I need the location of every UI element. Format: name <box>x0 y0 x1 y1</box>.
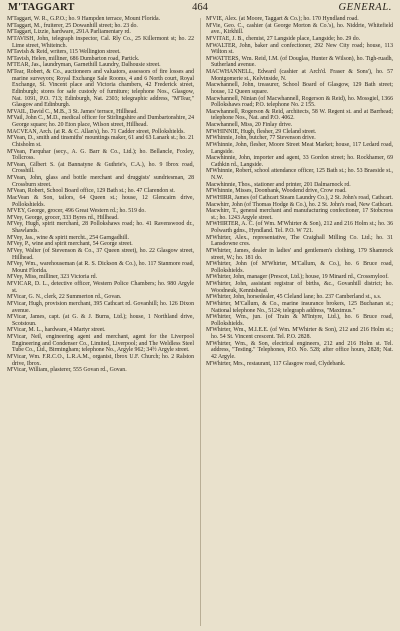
directory-entry: M'Tavish & Reid, writers, 115 Wellington street. <box>7 49 121 56</box>
directory-entry: M'Vail, John C., M.D., medical officer for Stirlingshire and Dumbartonshire, 24 George square; ho. 20 Eton place, Wilson street, Hillhead. <box>7 115 194 128</box>
directory-entry: M'Taggart, W. R., G.P.O.; ho. 9 Hampden terrace, Mount Florida. <box>7 16 161 22</box>
directory-entry: M'Vicar, G. N., clerk, 22 Summerton rd., Govan. <box>7 294 122 301</box>
directory-entry: M'Vey, George, grocer, 333 Byres rd., Hillhead. <box>7 214 119 221</box>
directory-entry: Macwhirr, T., general merchant and manufacturing confectioner, 17 Stobcross st.; ho. 1243 Argyle street. <box>206 208 393 221</box>
directory-entry: M'Tear, Robert, & Co., auctioneers and valuators, assessors of fire losses and marine surveyors; Royal Exchange Sale Rooms, 4 and 6 North court, Royal Exchange, St. Vincent place and Victoria chambers, 42 Frederick street, Edinburgh; stores for safe custody of furniture; telephone Nos., Glasgow, Nat. 1091, P.O. 713; Edinburgh, Nat. 2303; telegraphic address, "M'Tear," Glasgow and Edinburgh. <box>7 69 194 109</box>
directory-entry: M'TEAR, Jas., laundryman, Garnethill Laundry, Dalhousie street. <box>7 62 161 69</box>
directory-entry: M'Vean, D., smith and tinsmiths' mountings maker, 61 and 63 Lanark st.; ho. 21 Chisholm st. <box>7 135 194 148</box>
directory-entry: M'Vicar, William, plasterer, 555 Govan rd., Govan. <box>7 367 127 374</box>
directory-entry: M'Tavish, Helen, milliner, 686 Dumbarton road, Partick. <box>7 55 140 62</box>
directory-entry: M'Vicar, Wm. F.R.C.O., L.R.A.M., organist, Ibrox U.F. Church; ho. 2 Ralston drive, Ibrox. <box>7 353 194 367</box>
directory-entry: M'Whirter, John, horsedealer, 45 Cleland lane; ho. 237 Camberland st., s.s. <box>206 294 382 301</box>
directory-entry: M'VITAE, J. B., chemist, 27 Langside place, Langside; ho. 29 do. <box>206 35 361 42</box>
running-head-left: M'TAGGART <box>8 2 75 13</box>
directory-entry: M'Vicar, M. L., hardware, 4 Martyr street. <box>7 327 106 334</box>
directory-entry: M'Vicar, Neil, engineering agent and merchant, agent for the Liverpool Engineering and Condenser Co., Limited, Liverpool; and The Weldless Steel Tube Co., Ltd., Birmingham; telephone No., Argyle 962; 34½ Argyle street. <box>7 334 194 354</box>
directory-entry: M'Vean, Robert, School Board office, 129 Bath st.; ho. 47 Clarendon st. <box>7 188 175 195</box>
directory-entry: M'Whirter, M'Callum, & Co., marine insurance brokers, 125 Buchanan st.; National telephone No., 5124; telegraph address, "Maximus." <box>206 300 393 314</box>
directory-entry: M'Whirter, James, dealer in ladies' and gentlemen's clothing, 179 Shamrock street, W.; ho. 181 do. <box>206 247 393 261</box>
running-head-right: GENERAL. <box>338 2 392 13</box>
directory-entry: M'Vicar, James, capt. (at G. & J. Burns, Ltd.); house, 1 Northland drive, Scotstoun. <box>7 314 194 327</box>
directory-entry: M'Whirter, John (of M'Whirter, M'Callum, & Co.), ho. 6 Bruce road, Pollokshields. <box>206 261 393 274</box>
directory-entry: M'Vicar, Hugh, provision merchant, 395 Cathcart rd. Govanhill; ho. 126 Dixon avenue. <box>7 300 194 314</box>
directory-entry: M'WALTER, John, baker and confectioner, 292 New City road; house, 113 Wilton st. <box>206 42 393 56</box>
directory-entry: M'Vey, Walter (of Stevenson & Co., 37 Queen street), ho. 22 Glasgow street, Hillhead. <box>7 247 194 261</box>
directory-entry: MacVean & Son, tailors, 64 Queen st.; house, 12 Glencairn drive, Pollokshields. <box>7 194 194 208</box>
page-header <box>8 2 392 16</box>
directory-entry: M'WHIRR, James (of Cathcart Steam Laundry Co.), 2 St. John's road, Cathcart. <box>206 194 393 201</box>
directory-entry: M'Vean, Gilbert S. (at Bannatyne & Guthrie's, C.A.), ho. 9 Ibrox road, Crosshill. <box>7 161 194 175</box>
directory-entry: MACVEAN, Arch. (at R. & C. Allan's), ho. 71 Cadder street, Pollokshields. <box>7 128 185 135</box>
directory-entry: Macwhannell, John, treasurer, School Board of Glasgow, 129 Bath street; house, 12 Queen square. <box>206 82 393 95</box>
directory-entry: M'Whinnie, John, butcher, 77 Stevenson drive. <box>206 135 316 142</box>
directory-entry: M'VIE, Alex. (at Moore, Taggart & Co.); ho. 170 Hyndland road. <box>206 16 359 22</box>
directory-entry: M'Vey, Jas., wine & spirit mercht., 254 Garngadhill. <box>7 234 129 241</box>
directory-entry: Macwhannell, Miss, 20 Finlay drive. <box>206 122 293 128</box>
directory-entry: Macwhannell, Rogerson & Reid, architects, 58 W. Regent st. and at Barrhead; telephone Nos., Nat. and P.O. 4062. <box>206 108 393 122</box>
page-number: 464 <box>192 2 208 13</box>
directory-entry: M'TAVISH, John, telegraph inspector, Cal. Rly Co., 25 Killermont st; ho. 22 Lime street, Whiteinch. <box>7 35 194 49</box>
left-column <box>7 16 194 374</box>
directory-entry: M'Whirter, John, assistant registrar of births, &c., Govanhill district; ho. Woodneuk, Kennishead. <box>206 281 393 294</box>
directory-entry: M'WHIRTER, A. C. (of Wm. M'Whirter & Son), 212 and 216 Holm st.; ho. 36 Polwarth gdns., Hyndland. Tel. P.O. W 721. <box>206 221 393 234</box>
right-column <box>206 16 393 367</box>
directory-entry: M'Taggart, Lizzie, hardware, 291A Parliamentary rd. <box>7 29 131 36</box>
directory-entry: M'Vey, Wm., warehouseman (at R. S. Dickson & Co.), ho. 117 Stanmore road, Mount Florida. <box>7 261 194 274</box>
directory-entry: M'Taggart, M., fruiterer, 25 Dowanhill street; ho. 23 do. <box>7 22 138 29</box>
directory-entry: Macwhinnie, John, importer and agent, 33 Gordon street; ho. Rockhamer, 69 Cathkin rd., Langside. <box>206 155 393 168</box>
directory-entry: M'Whirter, Wm., jun. (of Train & M'Intyre, Ltd.), ho. 6 Bruce road, Pollokshields. <box>206 314 393 327</box>
directory-entry: Macwhinnie, Thos., stationer and printer, 201 Dalmarnock rd. <box>206 181 351 188</box>
directory-entry: M'Vean, Farquhar (secy., A. G. Barr & Co., Ltd.); ho. Bellancle, Foxley, Tollcross. <box>7 148 194 162</box>
directory-entry: M'Vey, P., wine and spirit merchant, 54 George street. <box>7 241 133 248</box>
directory-entry: M'WATTERS, Wm. Reid, I.M. (of Douglas, Hunter & Wilson), ho. Tigh-ruadh, Sutherland avenue. <box>206 55 393 69</box>
directory-entry: M'Whirter, Alex., representative, The Craighall Milling Co. Ltd.; ho. 31 Lansdowne cres. <box>206 234 393 248</box>
directory-entry: M'Whinnie, Misses, Doonbank, Woodend drive, Crow road. <box>206 188 347 195</box>
column-divider <box>200 18 201 626</box>
directory-entry: Macwhirr, John (of Thomas Hodge & Co.), ho. 2 St. John's road, New Cathcart. <box>206 201 393 208</box>
directory-entry: M'Whirter, John, manager (Prescot, Ltd.); house, 19 Minard rd., Crossmyloof. <box>206 274 389 281</box>
directory-entry: MACWHANNELL, Edward (cashier at Arch'd. Fraser & Sons'), ho. 57 Montgomerie st., Kelvinside, N. <box>206 69 393 82</box>
directory-entry: M'Vie, Geo. C., cashier (at George Morton & Co.'s), ho. Niddrie, Whitefield ave., Kirkhill. <box>206 22 393 36</box>
directory-entry: M'VICAR, D. L., detective officer, Western Police Chambers; ho. 980 Argyle st. <box>7 281 194 294</box>
directory-entry: M'Vey, Miss, milliner, 323 Victoria rd. <box>7 274 98 281</box>
directory-entry: M'Whirter, Wm., M.I.E.E. (of Wm. M'Whirter & Son), 212 and 216 Holm st.; ho. 54 St. Vincent crescent. Tel. P.O. 2828. <box>206 327 393 340</box>
directory-entry: M'Vean, John, glass and bottle merchant and druggists' sundriesman, 28 Crossburn street. <box>7 175 194 188</box>
directory-entry: M'WHINNIE, Hugh, flesher, 29 Cleland street. <box>206 128 317 135</box>
directory-entry: M'VAIL, David C., M.B., 3 St. James' terrace, Hillhead. <box>7 108 138 115</box>
directory-entry: M'VEY, George, grocer, 496 Great Western rd.; ho. 519 do. <box>7 208 146 215</box>
directory-entry: M'Whinnie, John, flesher, Moore Street Meat Market; house, 117 Ledard road, Langside. <box>206 141 393 155</box>
directory-entry: Macwhannell, Ninian (of Macwhannell, Rogerson & Reid), ho. Mossgiel, 1366 Pollokshaws road; P.O. telephone No. 2 155. <box>206 95 393 109</box>
directory-entry: M'Whirter, Mrs., restaurant, 117 Glasgow road, Clydebank. <box>206 360 346 367</box>
directory-entry: M'Vey, Hugh, spirit merchant, 28 Pollokshaws road; ho. 41 Ravenswood dr., Shawlands. <box>7 221 194 234</box>
directory-entry: M'Whirter, Wm., & Son, electrical engineers, 212 and 216 Holm st. Tel. address, "Testing." Telephones, P.O. No. 528; after office hours, 2828; Nat. 42 Argyle. <box>206 340 393 360</box>
directory-entry: M'Whinnie, Robert, school attendance officer, 125 Bath st.; ho. 53 Braeside st., N.W. <box>206 168 393 181</box>
